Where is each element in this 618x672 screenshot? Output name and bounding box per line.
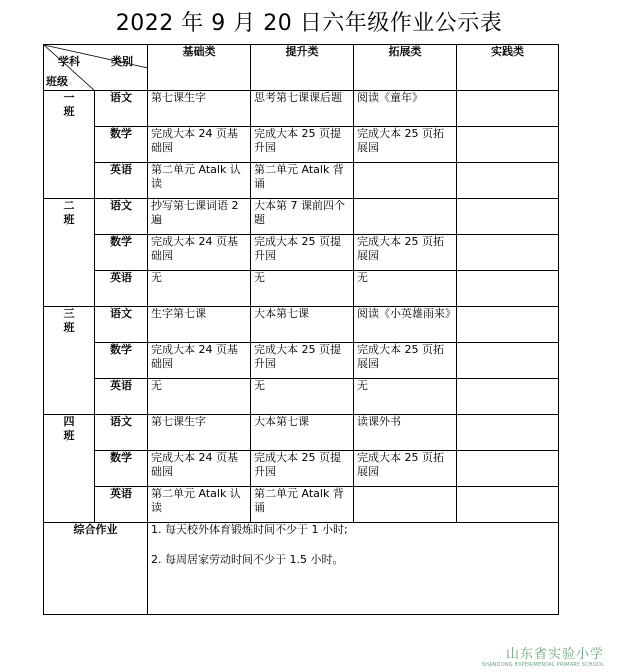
subject-cell: 数学 (95, 235, 148, 271)
homework-cell-improve: 无 (251, 271, 354, 307)
homework-cell-basic: 生字第七课 (148, 307, 251, 343)
homework-cell-basic: 完成大本 24 页基础园 (148, 127, 251, 163)
homework-cell-practice (457, 271, 559, 307)
homework-cell-extend: 阅读《小英雄雨来》 (354, 307, 457, 343)
class-name: 一班 (63, 91, 75, 118)
homework-cell-practice (457, 91, 559, 127)
corner-type-label: 类别 (111, 55, 133, 68)
homework-cell-basic: 抄写第七课词语 2 遍 (148, 199, 251, 235)
homework-cell-practice (457, 307, 559, 343)
class-name: 三班 (63, 307, 75, 334)
class-name-cell (44, 91, 95, 199)
table-row (44, 271, 559, 307)
homework-cell-basic: 完成大本 24 页基础园 (148, 235, 251, 271)
table-row (44, 451, 559, 487)
subject-cell: 语文 (95, 199, 148, 235)
homework-cell-extend: 无 (354, 379, 457, 415)
homework-cell-extend: 读课外书 (354, 415, 457, 451)
subject-cell: 英语 (95, 379, 148, 415)
watermark-school-name-en: SHANDONG EXPERIMENTAL PRIMARY SCHOOL (481, 662, 604, 668)
summary-label: 综合作业 (44, 523, 148, 615)
subject-cell: 语文 (95, 91, 148, 127)
homework-cell-practice (457, 127, 559, 163)
header-row (44, 45, 559, 91)
table-row (44, 307, 559, 343)
subject-cell: 数学 (95, 451, 148, 487)
subject-cell: 数学 (95, 127, 148, 163)
homework-cell-extend (354, 163, 457, 199)
homework-cell-extend (354, 199, 457, 235)
table-row (44, 379, 559, 415)
subject-cell: 语文 (95, 415, 148, 451)
subject-cell: 英语 (95, 163, 148, 199)
class-name: 二班 (63, 199, 75, 226)
homework-cell-extend: 完成大本 25 页拓展园 (354, 451, 457, 487)
subject-cell: 英语 (95, 487, 148, 523)
homework-cell-extend (354, 487, 457, 523)
homework-cell-practice (457, 451, 559, 487)
homework-cell-improve: 完成大本 25 页提升园 (251, 127, 354, 163)
summary-item: 2. 每周居家劳动时间不少于 1.5 小时。 (151, 553, 344, 566)
homework-cell-extend: 无 (354, 271, 457, 307)
homework-cell-improve: 大本第七课 (251, 307, 354, 343)
homework-cell-basic: 完成大本 24 页基础园 (148, 343, 251, 379)
table-row (44, 487, 559, 523)
homework-cell-basic: 第二单元 Atalk 认读 (148, 487, 251, 523)
homework-cell-practice (457, 415, 559, 451)
homework-cell-improve: 第二单元 Atalk 背诵 (251, 487, 354, 523)
class-name-cell (44, 415, 95, 523)
homework-cell-practice (457, 343, 559, 379)
homework-cell-basic: 第七课生字 (148, 91, 251, 127)
homework-cell-extend: 完成大本 25 页拓展园 (354, 127, 457, 163)
page-title: 2022 年 9 月 20 日六年级作业公示表 (115, 11, 503, 36)
corner-subject-label: 学科 (58, 55, 80, 68)
column-header-basic: 基础类 (148, 45, 251, 91)
homework-cell-practice (457, 487, 559, 523)
homework-cell-improve: 思考第七课课后题 (251, 91, 354, 127)
homework-cell-basic: 无 (148, 271, 251, 307)
summary-item: 1. 每天校外体育锻炼时间不少于 1 小时; (151, 523, 348, 536)
table-row (44, 199, 559, 235)
homework-cell-improve: 完成大本 25 页提升园 (251, 343, 354, 379)
school-watermark (482, 643, 604, 668)
column-header-improve: 提升类 (251, 45, 354, 91)
homework-cell-improve: 大本第七课 (251, 415, 354, 451)
homework-cell-practice (457, 235, 559, 271)
homework-cell-basic: 无 (148, 379, 251, 415)
homework-cell-practice (457, 163, 559, 199)
table-row (44, 163, 559, 199)
column-header-practice: 实践类 (457, 45, 559, 91)
homework-cell-extend: 完成大本 25 页拓展园 (354, 235, 457, 271)
class-name-cell (44, 307, 95, 415)
table-row (44, 91, 559, 127)
homework-cell-basic: 完成大本 24 页基础园 (148, 451, 251, 487)
homework-table (43, 44, 559, 615)
class-name-cell (44, 199, 95, 307)
corner-class-label: 班级 (46, 75, 68, 88)
homework-cell-practice (457, 199, 559, 235)
summary-content (148, 523, 559, 615)
summary-row (44, 523, 559, 615)
subject-cell: 英语 (95, 271, 148, 307)
class-name: 四班 (63, 415, 75, 442)
homework-cell-basic: 第二单元 Atalk 认读 (148, 163, 251, 199)
homework-cell-improve: 完成大本 25 页提升园 (251, 235, 354, 271)
homework-cell-extend: 阅读《童年》 (354, 91, 457, 127)
corner-header-cell (44, 45, 148, 91)
watermark-school-name: 山东省实验小学 (505, 647, 604, 662)
table-row (44, 415, 559, 451)
subject-cell: 语文 (95, 307, 148, 343)
table-row (44, 343, 559, 379)
homework-cell-improve: 完成大本 25 页提升园 (251, 451, 354, 487)
table-row (44, 235, 559, 271)
homework-cell-extend: 完成大本 25 页拓展园 (354, 343, 457, 379)
subject-cell: 数学 (95, 343, 148, 379)
table-row (44, 127, 559, 163)
homework-cell-basic: 第七课生字 (148, 415, 251, 451)
homework-cell-improve: 大本第 7 课前四个题 (251, 199, 354, 235)
homework-cell-improve: 无 (251, 379, 354, 415)
homework-cell-practice (457, 379, 559, 415)
column-header-extend: 拓展类 (354, 45, 457, 91)
homework-cell-improve: 第二单元 Atalk 背诵 (251, 163, 354, 199)
